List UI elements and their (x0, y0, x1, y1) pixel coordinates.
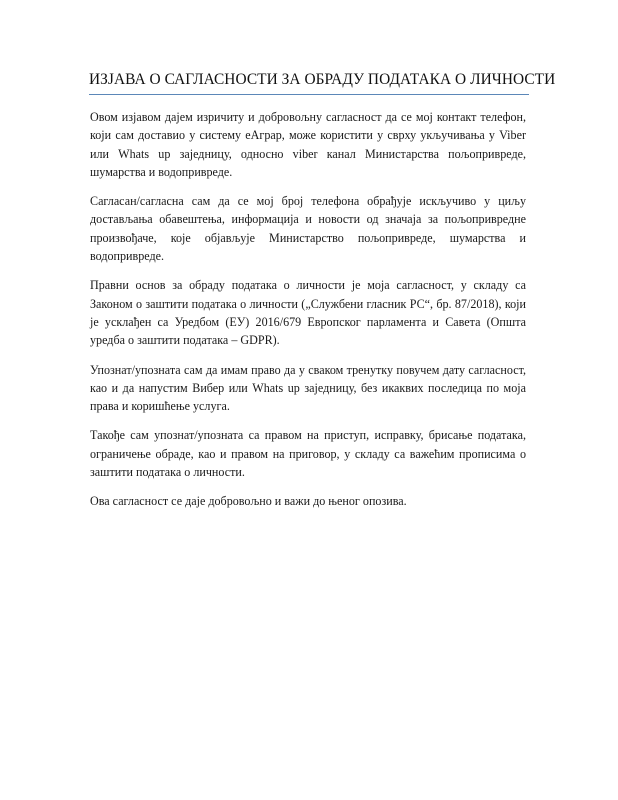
paragraph-validity: Ова сагласност се даје добровољно и важи до њеног опозива. (90, 494, 407, 509)
document-body (90, 108, 526, 522)
title-underline-divider (89, 94, 529, 95)
paragraph-purpose: Сагласан/сагласна сам да се мој број телефона обрађује искључиво у циљу достављања обавештења, информација и новости од значаја за пољопривредне произвођаче, које објављује Министарство пољопривреде, шумарства и водопривреде. (90, 194, 526, 264)
paragraph-consent-statement: Овом изјавом дајем изричиту и добровољну сагласност да се мој контакт телефон, који сам доставио у систему еАграр, може користити у сврху укључивања у Viber или Whats up заједницу, односно viber канал Министарства пољопривреде, шумарства и водопривреде. (90, 110, 526, 179)
paragraph-withdrawal-right: Упознат/упозната сам да имам право да у сваком тренутку повучем дату сагласност, као и да напустим Вибер или Whats up заједницу, без икаквих последица по моја права и коришћење услуга. (90, 362, 526, 414)
paragraph-legal-basis: Правни основ за обраду података о личности је моја сагласност, у складу са Законом о заштити података о личности („Службени гласник РС“, бр. 87/2018), који је усклађен са Уредбом (ЕУ) 2016/679 Европског парламента и Савета (Општа уредба о заштити података – GDPR). (90, 278, 526, 348)
paragraph-data-rights: Такође сам упознат/упозната са правом на приступ, исправку, брисање података, ограничење обраде, као и правом на приговор, у складу са важећим прописима о заштити података о личности. (90, 428, 526, 480)
document-title: ИЗЈАВА О САГЛАСНОСТИ ЗА ОБРАДУ ПОДАТАКА О ЛИЧНОСТИ (89, 71, 556, 88)
